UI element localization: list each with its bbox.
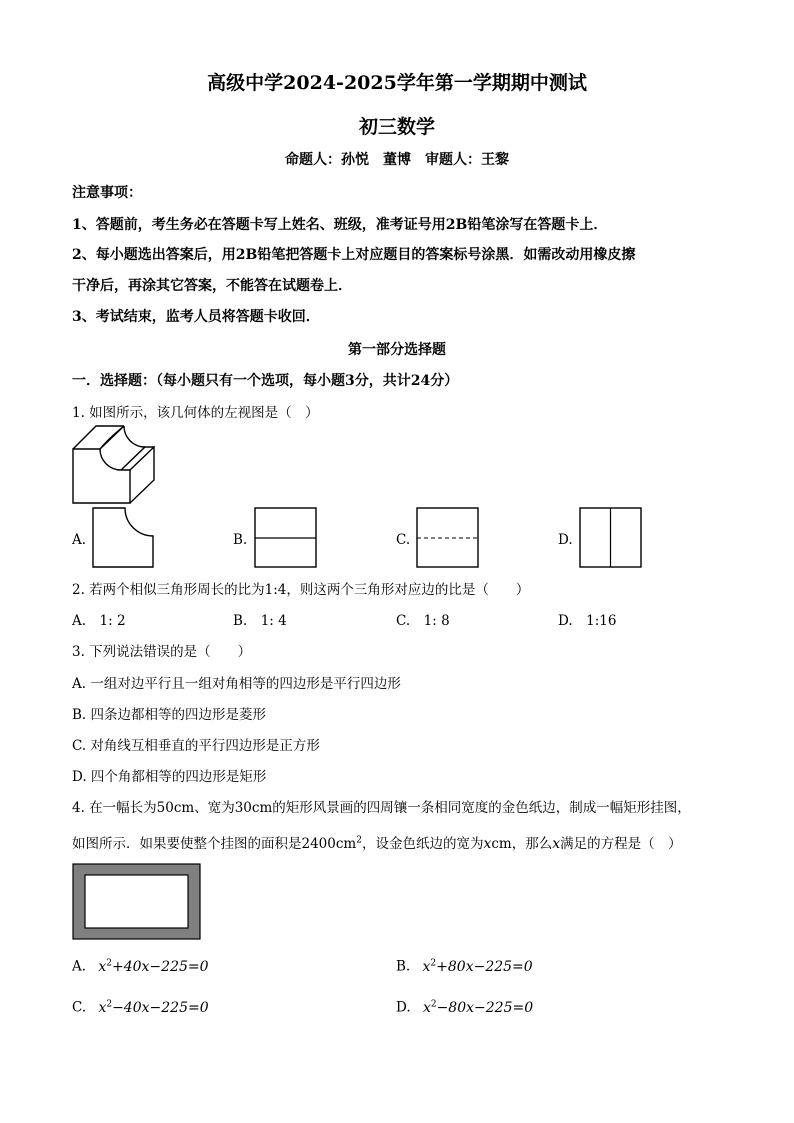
- exam-authors: 命题人：孙悦 董博 审题人：王黎: [285, 152, 509, 168]
- part-title: 第一部分选择题: [348, 342, 446, 358]
- q1-solid-figure: [72, 425, 156, 505]
- q3-option-d[interactable]: D. 四个角都相等的四边形是矩形: [72, 769, 267, 785]
- q1-option-b-label[interactable]: B.: [233, 532, 248, 548]
- q4-option-c[interactable]: [72, 999, 209, 1016]
- q4-option-a-sup: 2: [106, 958, 112, 968]
- q1-option-c-figure[interactable]: [416, 507, 480, 569]
- q4-option-b[interactable]: [396, 958, 533, 975]
- q1-option-a-figure[interactable]: [92, 507, 156, 569]
- q4-option-d-label: D.: [396, 999, 411, 1016]
- q4-option-a-rest: +40x−225=0: [111, 958, 209, 975]
- q4-option-b-sup: 2: [430, 958, 437, 968]
- q2-option-c[interactable]: C. 1: 8: [396, 613, 450, 629]
- q4-stem-text-a: 如图所示．如果要使整个挂图的面积是: [72, 836, 302, 852]
- q4-option-c-sup: 2: [106, 999, 113, 1009]
- q4-option-c-equation: [98, 1000, 208, 1016]
- q4-option-d[interactable]: [396, 999, 533, 1016]
- q3-option-a[interactable]: A. 一组对边平行且一组对角相等的四边形是平行四边形: [72, 676, 401, 692]
- note-item-3: 3、考试结束，监考人员将答题卡收回．: [72, 309, 320, 325]
- q2-option-d[interactable]: D. 1:16: [558, 613, 617, 629]
- q4-stem-line1: 4. 在一幅长为50cm、宽为30cm的矩形风景画的四周镶一条相同宽度的金色纸边，制成一幅矩形挂图，: [72, 800, 691, 816]
- q4-option-a-label: A.: [72, 958, 87, 975]
- q4-option-d-var: x: [422, 999, 431, 1016]
- q4-stem-line2: [72, 832, 682, 852]
- q4-option-c-label: C.: [72, 999, 87, 1016]
- q1-option-d-figure[interactable]: [579, 507, 643, 569]
- note-item-1: 1、答题前，考生务必在答题卡写上姓名、班级，准考证号用2B铅笔涂写在答题卡上．: [72, 217, 608, 233]
- q4-framed-picture-figure: [72, 863, 202, 941]
- q1-option-c-label[interactable]: C.: [396, 532, 411, 548]
- section-heading: 一．选择题：（每小题只有一个选项，每小题3分，共计24分）: [72, 373, 459, 389]
- q1-option-b-figure[interactable]: [254, 507, 318, 569]
- q2-option-b[interactable]: B. 1: 4: [233, 613, 287, 629]
- q4-option-d-sup: 2: [430, 999, 437, 1009]
- q4-option-d-rest: −80x−225=0: [436, 999, 534, 1016]
- q1-option-d-label[interactable]: D.: [558, 532, 573, 548]
- q4-area-value: 2400cm: [301, 836, 357, 852]
- exam-title: 高级中学2024-2025学年第一学期期中测试: [207, 72, 587, 94]
- q4-area-sup: 2: [356, 835, 362, 846]
- q4-var-x-2: x: [552, 836, 561, 852]
- note-item-2-cont: 干净后，再涂其它答案，不能答在试题卷上．: [72, 278, 352, 294]
- q4-area: [302, 836, 362, 852]
- q4-stem-text-b: ，设金色纸边的宽为: [361, 836, 484, 852]
- q4-option-b-var: x: [422, 958, 431, 975]
- q4-option-c-rest: −40x−225=0: [112, 999, 209, 1016]
- q4-option-c-var: x: [98, 999, 107, 1016]
- q4-unit: cm: [491, 836, 512, 852]
- q4-option-b-rest: +80x−225=0: [436, 958, 533, 975]
- q4-option-a-var: x: [98, 958, 107, 975]
- q4-stem-text-c: ，那么: [511, 836, 553, 852]
- q1-stem: 1. 如图所示，该几何体的左视图是（ ）: [72, 405, 319, 421]
- q1-option-a-label[interactable]: A.: [72, 532, 87, 548]
- q2-option-a[interactable]: A. 1: 2: [72, 613, 126, 629]
- q4-option-b-label: B.: [396, 958, 411, 975]
- note-item-2: 2、每小题选出答案后，用2B铅笔把答题卡上对应题目的答案标号涂黑．如需改动用橡皮擦: [72, 247, 636, 263]
- q3-option-c[interactable]: C. 对角线互相垂直的平行四边形是正方形: [72, 738, 320, 754]
- q2-stem: 2. 若两个相似三角形周长的比为1:4，则这两个三角形对应边的比是（ ）: [72, 582, 530, 598]
- q4-option-a-equation: [98, 959, 208, 975]
- q4-stem-text-d: 满足的方程是（ ）: [560, 836, 682, 852]
- q4-option-d-equation: [423, 1000, 533, 1016]
- q4-var-x: x: [483, 836, 492, 852]
- q4-option-b-equation: [423, 959, 533, 975]
- q3-stem: 3. 下列说法错误的是（ ）: [72, 644, 252, 660]
- notes-heading: 注意事项：: [72, 185, 142, 201]
- exam-subject: 初三数学: [358, 116, 435, 138]
- q4-option-a[interactable]: [72, 958, 209, 975]
- q3-option-b[interactable]: B. 四条边都相等的四边形是菱形: [72, 707, 267, 723]
